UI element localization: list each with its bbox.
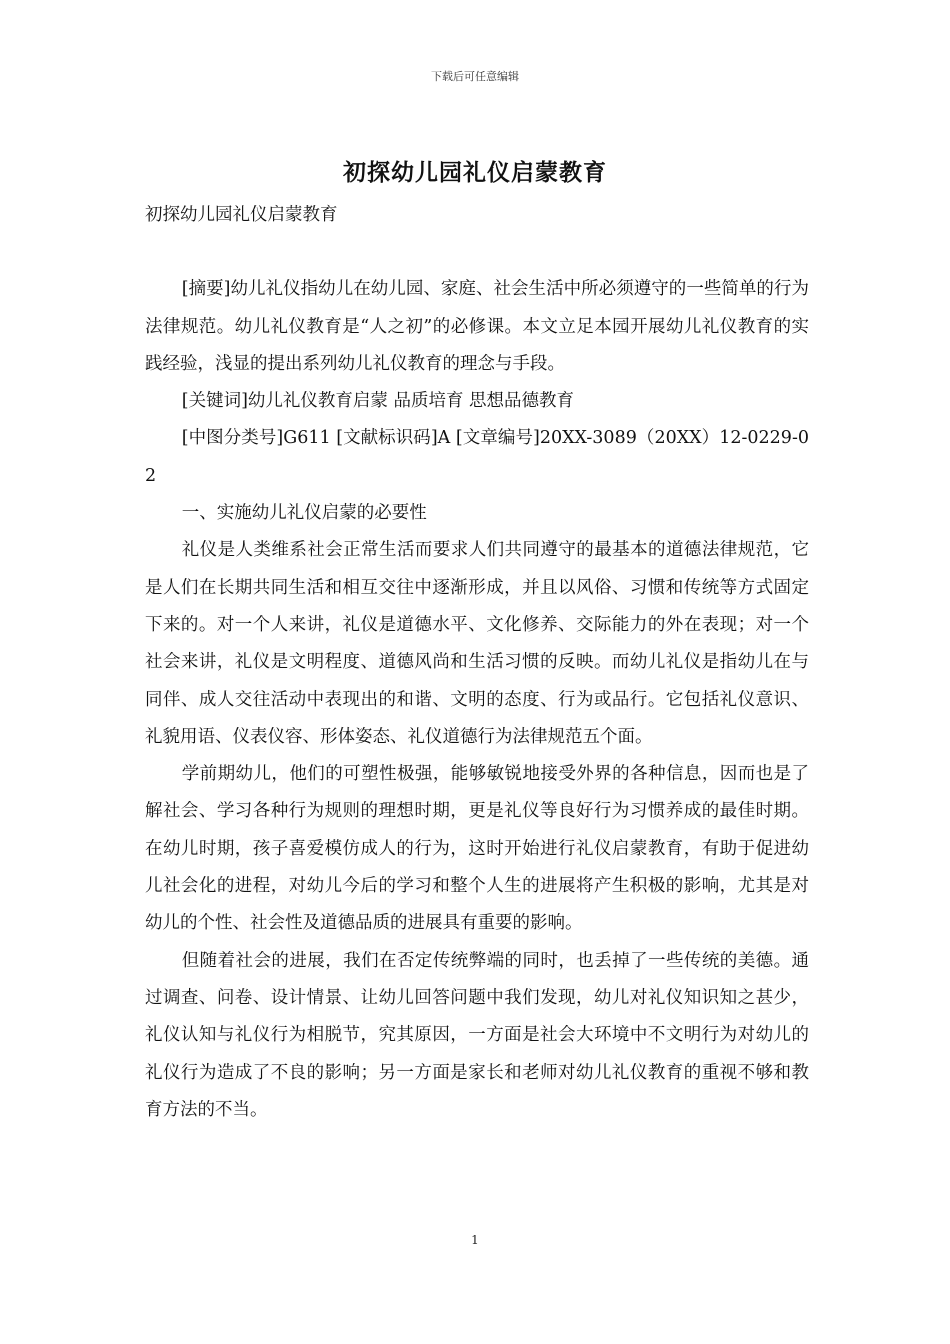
header-note: 下载后可任意编辑 [431,70,519,83]
abstract-paragraph: [摘要]幼儿礼仪指幼儿在幼儿园、家庭、社会生活中所必须遵守的一些简单的行为法律规范。幼儿礼仪教育是“人之初”的必修课。本文立足本园开展幼儿礼仪教育的实践经验，浅显的提出系列幼儿礼仪教育的理念与手段。 [145,279,809,374]
classification-paragraph: [中图分类号]G611 [文献标识码]A [文章编号]20XX-3089（20XX）12-0229-02 [145,428,809,486]
section-heading: 一、实施幼儿礼仪启蒙的必要性 [181,503,427,524]
document-body [145,197,809,1129]
page-number: 1 [471,1233,479,1247]
document-title: 初探幼儿园礼仪启蒙教育 [343,159,607,186]
keywords-paragraph: [关键词]幼儿礼仪教育启蒙 品质培育 思想品德教育 [181,391,575,412]
body-paragraph: 礼仪是人类维系社会正常生活而要求人们共同遵守的最基本的道德法律规范，它是人们在长期共同生活和相互交往中逐渐形成，并且以风俗、习惯和传统等方式固定下来的。对一个人来讲，礼仪是道德水平、文化修养、交际能力的外在表现；对一个社会来讲，礼仪是文明程度、道德风尚和生活习惯的反映。而幼儿礼仪是指幼儿在与同伴、成人交往活动中表现出的和谐、文明的态度、行为或品行。它包括礼仪意识、礼貌用语、仪表仪容、形体姿态、礼仪道德行为法律规范五个面。 [145,540,809,747]
body-paragraph: 学前期幼儿，他们的可塑性极强，能够敏锐地接受外界的各种信息，因而也是了解社会、学习各种行为规则的理想时期，更是礼仪等良好行为习惯养成的最佳时期。在幼儿时期，孩子喜爱模仿成人的行为，这时开始进行礼仪启蒙教育，有助于促进幼儿社会化的进程，对幼儿今后的学习和整个人生的进展将产生积极的影响，尤其是对幼儿的个性、社会性及道德品质的进展具有重要的影响。 [145,764,809,934]
document-subtitle: 初探幼儿园礼仪启蒙教育 [145,205,338,225]
body-paragraph: 但随着社会的进展，我们在否定传统弊端的同时，也丢掉了一些传统的美德。通过调查、问卷、设计情景、让幼儿回答问题中我们发现，幼儿对礼仪知识知之甚少，礼仪认知与礼仪行为相脱节，究其原因，一方面是社会大环境中不文明行为对幼儿的礼仪行为造成了不良的影响；另一方面是家长和老师对幼儿礼仪教育的重视不够和教育方法的不当。 [145,950,809,1120]
